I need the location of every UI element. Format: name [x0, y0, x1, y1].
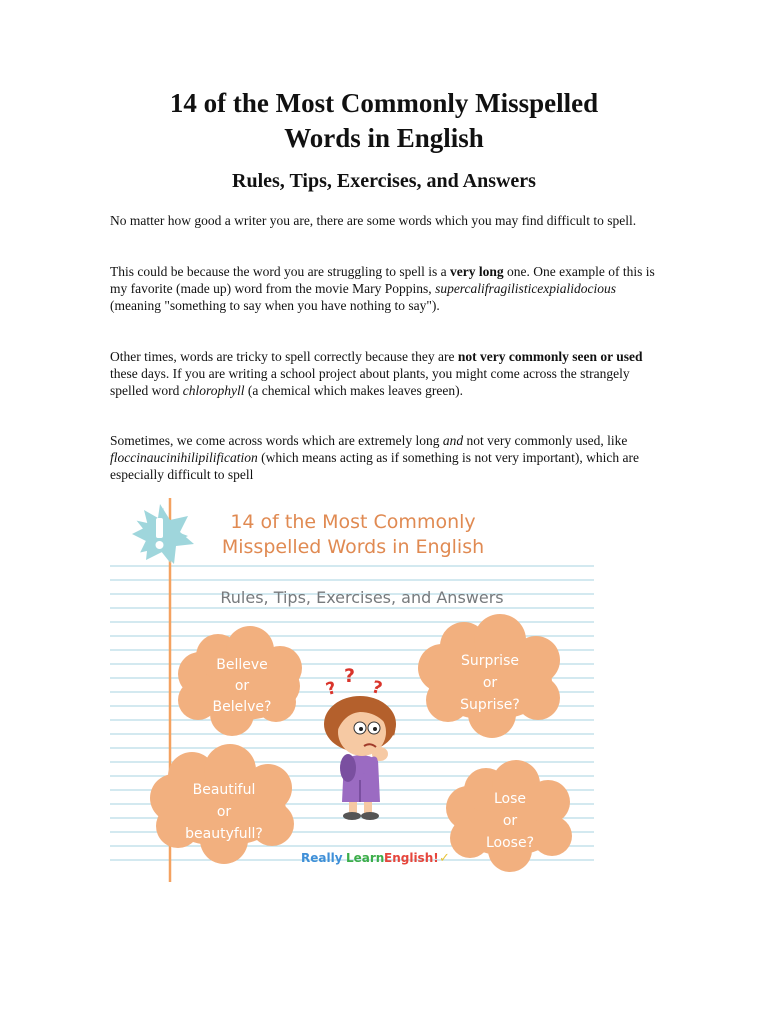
italic-run: chlorophyll [182, 383, 245, 398]
text-run: these days. If you are writing a school project about plants, you might come across the strangely spelled word [110, 366, 630, 398]
cloud-text-line: or [502, 813, 518, 829]
figure-title-line-1: 14 of the Most Commonly [230, 511, 476, 533]
text-run: one. One example of this is my favorite (made up) word from the movie Mary Poppins, [110, 264, 655, 296]
question-mark: ? [369, 677, 385, 700]
cloud-text-line: Surprise [461, 653, 519, 669]
cloud-text-line: Lose [493, 791, 527, 807]
paragraph-long-words [110, 263, 658, 314]
text-run: not very commonly used, like [463, 433, 628, 448]
paragraph-intro-text: No matter how good a writer you are, there are some words which you may find difficult to spell. [110, 213, 637, 228]
italic-run: floccinaucinihilipilification [110, 450, 258, 465]
text-run: (meaning "something to say when you have nothing to say"). [110, 298, 440, 313]
italic-run: and [442, 433, 464, 448]
paragraph-intro [110, 212, 658, 229]
bold-run: very long [450, 264, 504, 279]
page-title [80, 86, 688, 156]
brand-logo [301, 851, 450, 866]
cloud-text-line: Loose? [485, 835, 535, 851]
brand-word-really: Really [301, 851, 343, 865]
text-run: (a chemical which makes leaves green). [244, 383, 464, 398]
question-mark: ? [323, 678, 339, 700]
brand-word-learn: Learn [346, 851, 385, 865]
cloud-text-line: Suprise? [460, 697, 520, 713]
text-run: Other times, words are tricky to spell correctly because they are [110, 349, 458, 364]
question-mark: ? [344, 665, 356, 687]
infographic [108, 498, 596, 884]
brand-word-english: English! [384, 851, 439, 865]
cloud-text-line: or [234, 678, 250, 694]
infographic-canvas [108, 498, 596, 884]
cloud-text-line: or [482, 675, 498, 691]
cloud-text-line: Belelve? [212, 699, 272, 715]
figure-subtitle: Rules, Tips, Exercises, and Answers [220, 588, 504, 607]
cloud-text-line: or [216, 804, 232, 820]
text-run: (which means acting as if something is not very important), which are especially difficult to spell [110, 450, 640, 482]
paragraph-long-and-uncommon [110, 432, 658, 483]
cloud-text-line: beautyfull? [185, 826, 263, 842]
cloud-text-line: Belleve [216, 657, 268, 673]
italic-run: supercalifragilisticexpialidocious [435, 281, 617, 296]
paragraph-uncommon-words [110, 348, 658, 399]
page-title-line-1: 14 of the Most Commonly Misspelled [169, 88, 599, 118]
checkmark-icon: ✓ [439, 851, 450, 866]
text-run: Sometimes, we come across words which are extremely long [110, 433, 443, 448]
text-run: This could be because the word you are struggling to spell is a [110, 264, 451, 279]
bold-run: not very commonly seen or used [457, 349, 643, 364]
page-subtitle: Rules, Tips, Exercises, and Answers [232, 170, 536, 192]
figure-title-line-2: Misspelled Words in English [221, 536, 485, 558]
cloud-text-line: Beautiful [192, 782, 256, 798]
page-title-line-2: Words in English [284, 123, 484, 153]
